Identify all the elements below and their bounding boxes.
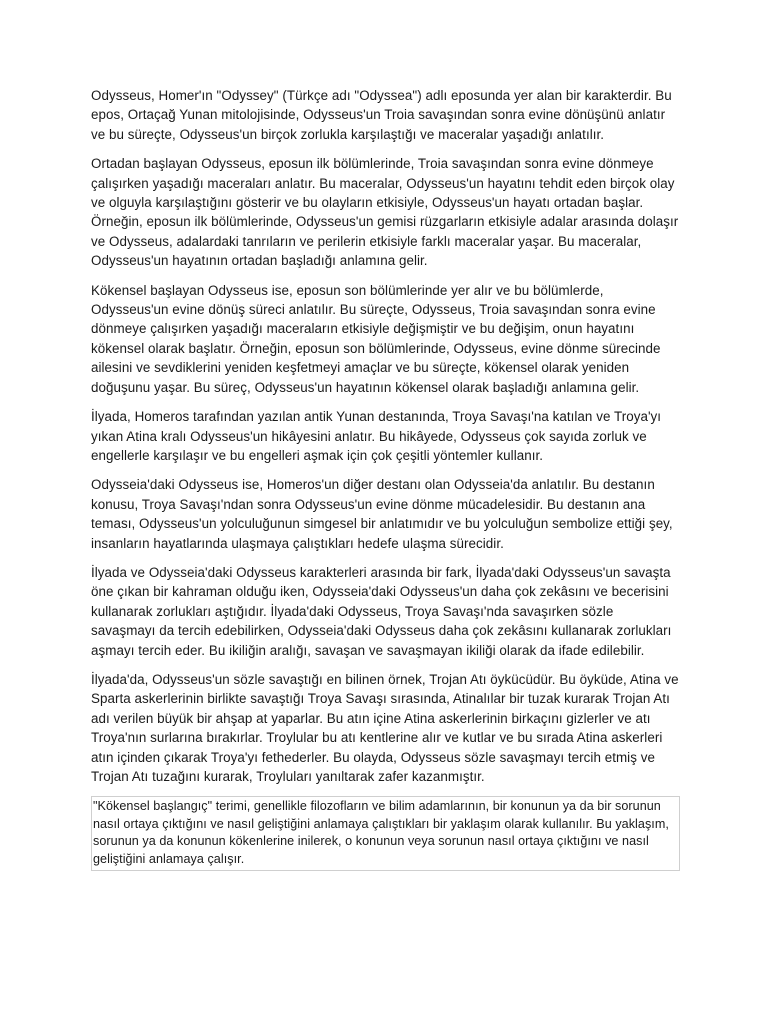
paragraph-5: Odysseia'daki Odysseus ise, Homeros'un diğer destanı olan Odysseia'da anlatılır. Bu destanın konusu, Troya Savaşı'ndan sonra Odysseus'un evine dönme mücadelesidir. Bu destanın ana teması, Odysseus'un yolculuğunun simgesel bir anlatımıdır ve bu yolculuğun sembolize ettiği şey, insanların hayatlarında ulaşmaya çalıştıkları hedefe ulaşma sürecidir. bbox=[91, 477, 673, 551]
definition-box: "Kökensel başlangıç" terimi, genellikle filozofların ve bilim adamlarının, bir konunun ya da bir sorunun nasıl ortaya çıktığını ve nasıl geliştiğini anlamaya çalıştıkları bir yaklaşım olarak kullanılır. Bu yaklaşım, sorunun ya da konunun kökenlerine inilerek, o konunun veya sorunun nasıl ortaya çıktığını ve nasıl geliştiğini anlamaya çalışır. bbox=[91, 796, 680, 871]
paragraph-6: İlyada ve Odysseia'daki Odysseus karakterleri arasında bir fark, İlyada'daki Odysseus'un savaşta öne çıkan bir kahraman olduğu iken, Odysseia'daki Odysseus'un daha çok zekâsını ve becerisini kullanarak zorlukları aştığıdır. İlyada'daki Odysseus, Troya Savaşı'nda savaşırken sözle savaşmayı da tercih edebilirken, Odysseia'daki Odysseus daha çok zekâsını kullanarak zorlukları aşmayı tercih eder. Bu ikiliğin aralığı, savaşan ve savaşmayan ikiliği olarak da ifade edilebilir. bbox=[91, 564, 672, 658]
paragraph-7: İlyada'da, Odysseus'un sözle savaştığı en bilinen örnek, Trojan Atı öykücüdür. Bu öyküde, Atina ve Sparta askerlerinin birlikte savaştığı Troya Savaşı sırasında, Atinalılar bir tuzak kurarak Trojan Atı adı verilen büyük bir ahşap at yaparlar. Bu atın içine Atina askerlerinin birkaçını gizlerler ve atı Troya'nın surlarına bırakırlar. Troylular bu atı kentlerine alır ve kutlar ve bu sırada Atina askerleri atın içinden çıkarak Troya'yı fethederler. Bu olayda, Odysseus sözle savaşmayı tercih etmiş ve Trojan Atı tuzağını kurarak, Troyluları yanıltarak zafer kazanmıştır. bbox=[91, 671, 679, 784]
paragraph-3: Kökensel başlayan Odysseus ise, eposun son bölümlerinde yer alır ve bu bölümlerde, Odysseus'un evine dönüş süreci anlatılır. Bu süreçte, Odysseus, Troia savaşından sonra evine dönmeye çalışırken yaşadığı maceraların etkisiyle değişmiştir ve bu değişim, onun hayatını kökensel olarak başlatır. Örneğin, eposun son bölümlerinde, Odysseus, evine dönme sürecinde ailesini ve sevdiklerini yeniden keşfetmeyi amaçlar ve bu süreçte, kökensel olarak yeniden doğuşunu yaşar. Bu süreç, Odysseus'un hayatının kökensel olarak başladığı anlamına gelir. bbox=[91, 282, 661, 395]
paragraph-1: Odysseus, Homer'ın "Odyssey" (Türkçe adı "Odyssea") adlı eposunda yer alan bir karakterdir. Bu epos, Ortaçağ Yunan mitolojisinde, Odysseus'un Troia savaşından sonra evine dönüşünü anlatır ve bu süreçte, Odysseus'un birçok zorlukla karşılaştığı ve maceralar yaşadığı anlatılır. bbox=[91, 88, 672, 142]
paragraph-2: Ortadan başlayan Odysseus, eposun ilk bölümlerinde, Troia savaşından sonra evine dönmeye çalışırken yaşadığı maceraları anlatır. Bu maceralar, Odysseus'un hayatını tehdit eden birçok olay ve olguyla karşılaştığını gösterir ve bu olayların etkisiyle, Odysseus'un hayatı ortadan başlar. Örneğin, eposun ilk bölümlerinde, Odysseus'un gemisi rüzgarların etkisiyle adalar arasında dolaşır ve Odysseus, adalardaki tanrıların ve perilerin etkisiyle farklı maceralar yaşar. Bu maceralar, Odysseus'un hayatının ortadan başladığı anlamına gelir. bbox=[91, 156, 679, 269]
paragraph-4: İlyada, Homeros tarafından yazılan antik Yunan destanında, Troya Savaşı'na katılan ve Troya'yı yıkan Atina kralı Odysseus'un hikâyesini anlatır. Bu hikâyede, Odysseus çok sayıda zorluk ve engellerle karşılaşır ve bu engelleri aşmak için çok çeşitli yöntemler kullanır. bbox=[91, 409, 662, 463]
document-body bbox=[91, 86, 681, 871]
